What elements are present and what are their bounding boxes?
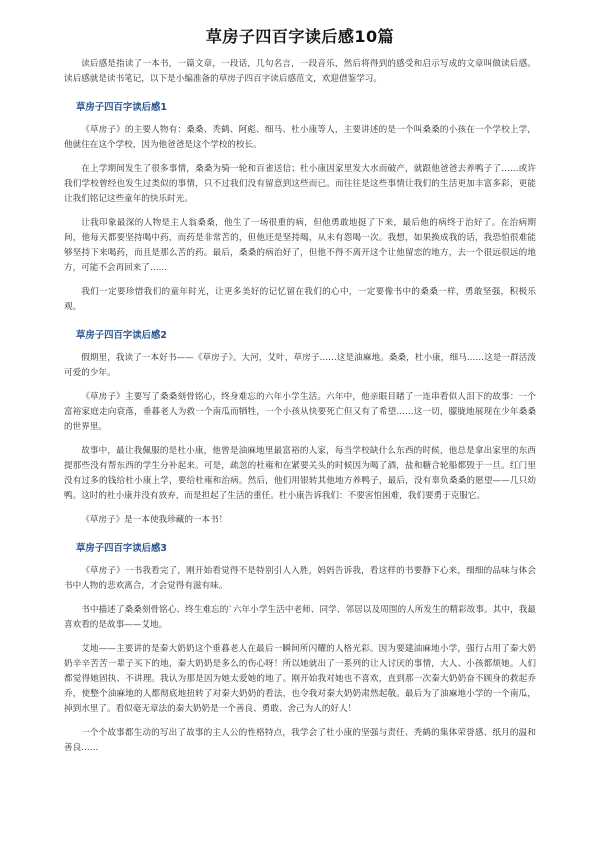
page-title: 草房子四百字读后感10篇 <box>205 27 395 46</box>
paragraph: 我们一定要珍惜我们的童年时光，让更多美好的记忆留在我们的心中，一定要像书中的桑桑一样，勇敢坚强，积极乐观。 <box>64 287 536 312</box>
intro-paragraph: 读后感是指读了一本书，一篇文章，一段话，几句名言，一段音乐，然后将得到的感受和启示写成的文章叫做读后感。读后感就是读书笔记，以下是小编准备的草房子四百字读后感范文，欢迎借鉴学习。 <box>64 59 536 84</box>
paragraph: 《草房子》一书我看完了，刚开始看觉得不是特别引人入胜，妈妈告诉我，看这样的书要静下心来，细细的品味与体会书中人物的悲欢离合，才会觉得有滋有味。 <box>64 566 536 591</box>
paragraph: 书中描述了桑桑刻骨铭心、终生难忘的`六年小学生活中老师、同学、邻居以及周围的人所发生的精彩故事。其中，我最喜欢看的是故事——艾地。 <box>64 605 536 630</box>
paragraph: 在上学期间发生了很多事情，桑桑为骑一轮和百雀送信；杜小康因家里发大水而破产，就跟他爸爸去养鸭子了……或许我们学校曾经也发生过类似的事情，只不过我们没有留意到这些而已。而往往是这些事情让我们的生活更加丰富多彩，更能让我们铭记这些童年的快乐时光。 <box>64 164 536 204</box>
paragraph: 《草房子》主要写了桑桑刻骨铭心，终身难忘的六年小学生活。六年中，他亲眼目睹了一连串看似人泪下的故事：一个富裕家庭走向衰落，垂暮老人为救一个南瓜而牺牲，一个小孩从快要死亡但又有了希望……这一切，朦胧地展现在少年桑桑的世界里。 <box>64 392 536 432</box>
section-heading: 草房子四百字读后感1 <box>76 102 167 113</box>
section-heading: 草房子四百字读后感3 <box>76 543 167 554</box>
paragraph: 《草房子》是一本使我珍藏的一本书！ <box>81 515 228 525</box>
paragraph: 让我印象最深的人物是主人翁桑桑，他生了一场很重的病，但他勇敢地挺了下来，最后他的病终于治好了。在治病期间，他每天都要坚持喝中药，而药是非常苦的，但他还是坚持喝，从未有怨喝一次。我想，如果换成我的话，我恐怕很难能够坚持下来喝药，而且是那么苦的药。最后，桑桑的病治好了，但他不得不离开这个让他留恋的地方，去一个很远很远的地方，可能不会再回来了…… <box>64 218 536 273</box>
section-3 <box>64 540 536 756</box>
section-2 <box>64 327 536 528</box>
paragraph: 艾地——主要讲的是秦大奶奶这个垂暮老人在最后一瞬间所闪耀的人格光彩。因为要建油麻地小学，强行占用了秦大奶奶辛辛苦苦一辈子买下的地，秦大奶奶是多么的伤心呀！所以她就出了一系列的让人讨厌的事情，大人、小孩都烦她。人们都觉得她固执、不讲理。我认为那是因为她太爱她的地了。刚开始我对她也不喜欢，直到那一次秦大奶奶奋不顾身的救起乔乔，使整个油麻地的人都彻底地扭转了对秦大奶奶的看法，也令我对秦大奶奶肃然起敬。最后为了油麻地小学的一个南瓜，掉到水里了。看似毫无章法的秦大奶奶是一个善良、勇敢、舍己为人的好人！ <box>64 644 536 714</box>
section-heading: 草房子四百字读后感2 <box>76 330 167 341</box>
section-1 <box>64 99 536 315</box>
paragraph: 《草房子》的主要人物有：桑桑、秃鹤、阿彪、细马、杜小康等人，主要讲述的是一个叫桑桑的小孩在一个学校上学，他就住在这个学校，因为他爸爸是这个学校的校长。 <box>64 125 536 150</box>
paragraph: 故事中，最让我佩服的是杜小康，他曾是油麻地里最富裕的人家，每当学校缺什么东西的时候，他总是拿出家里的东西提那些没有帮东西的学生分补起来。可是，疏忽的杜雍和在紧要关头的时候因为喝了酒，盐和糖合轮船都毁于一旦。红门里没有过多的钱给杜小康上学，要给杜雍和治病。然后，他们用银转其他地方养鸭子，最后，没有辜负桑桑的愿望——几只幼鸭。这时的杜小康并没有放弃，而是担起了生活的重任。杜小康告诉我们：不要害怕困难，我们要勇于克服它。 <box>64 446 536 501</box>
paragraph: 一个个故事都生动的写出了故事的主人公的性格特点，我学会了杜小康的坚强与责任、秃鹤的集体荣誉感、纸月的温和善良…… <box>64 728 536 753</box>
paragraph: 假期里，我读了一本好书——《草房子》。大河，艾叶，草房子……这是油麻地。桑桑，杜小康，细马……这是一群活泼可爱的少年。 <box>64 353 536 378</box>
